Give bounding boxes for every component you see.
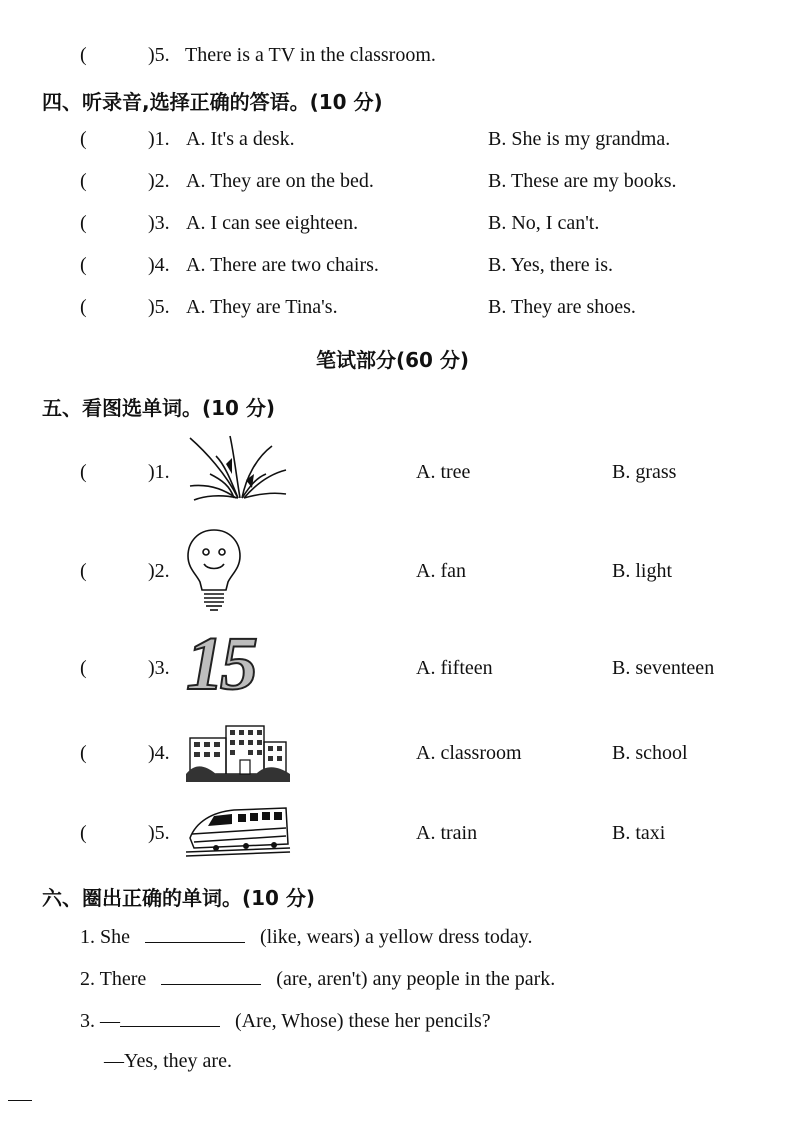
paren-open: ( [80,296,87,318]
question-3-answer: —Yes, they are. [104,1050,232,1072]
q1-prefix: 1. She [80,926,130,948]
item-number: )1. [148,461,170,483]
paren-open: ( [80,254,87,276]
option-a: A. They are Tina's. [186,296,338,318]
number-15-picture: 15 [186,622,254,706]
option-a: A. tree [416,461,471,483]
item-number: )4. [148,254,170,276]
paren-open: ( [80,128,87,150]
item-number: )2. [148,170,170,192]
option-b: B. She is my grandma. [488,128,671,150]
item-number: )3. [148,212,170,234]
question-1 [80,924,533,949]
option-b: B. grass [612,461,677,483]
answer-blank[interactable] [120,1008,220,1027]
option-b: B. They are shoes. [488,296,636,318]
item-text: There is a TV in the classroom. [185,44,436,66]
option-a: A. fan [416,560,466,582]
option-b: B. light [612,560,673,582]
option-b: B. taxi [612,822,666,844]
item-number: )5. [148,822,170,844]
option-b: B. seventeen [612,657,715,679]
item-number: )4. [148,742,170,764]
q2-suffix: any people in the park. [372,968,556,990]
q3-choices: (Are, Whose) [235,1010,344,1032]
paren-open: ( [80,212,87,234]
paren-open: ( [80,44,87,66]
q2-choices: (are, aren't) [276,968,368,990]
answer-blank[interactable] [161,966,261,985]
section6-title: 六、圈出正确的单词。(10 分) [42,886,316,910]
option-a: A. They are on the bed. [186,170,374,192]
section4-title: 四、听录音,选择正确的答语。(10 分) [42,90,383,114]
written-part-heading: 笔试部分(60 分) [316,348,470,372]
paren-open: ( [80,742,87,764]
option-b: B. Yes, there is. [488,254,614,276]
question-2 [80,966,555,991]
answer-blank[interactable] [145,924,245,943]
item-number: )2. [148,560,170,582]
train-icon [186,804,292,860]
question-3 [80,1008,491,1033]
option-a: A. It's a desk. [186,128,295,150]
option-a: A. There are two chairs. [186,254,379,276]
q2-prefix: 2. There [80,968,147,990]
option-a: A. classroom [416,742,522,764]
option-a: A. I can see eighteen. [186,212,359,234]
light-bulb-icon [186,528,242,614]
option-b: B. No, I can't. [488,212,600,234]
item-number: )5. [148,296,170,318]
item-number: )1. [148,128,170,150]
page-mark [8,1100,32,1101]
option-b: B. These are my books. [488,170,677,192]
q1-choices: (like, wears) [260,926,360,948]
q3-suffix: these her pencils? [348,1010,491,1032]
q3-prefix: 3. — [80,1010,120,1032]
paren-open: ( [80,170,87,192]
grass-icon [186,434,290,502]
paren-open: ( [80,560,87,582]
school-building-icon [186,722,290,782]
paren-open: ( [80,822,87,844]
option-a: A. train [416,822,478,844]
paren-open: ( [80,657,87,679]
paren-open: ( [80,461,87,483]
item-number: )5. [148,44,170,66]
item-number: )3. [148,657,170,679]
option-a: A. fifteen [416,657,493,679]
option-b: B. school [612,742,688,764]
section5-title: 五、看图选单词。(10 分) [42,396,276,420]
q1-suffix: a yellow dress today. [364,926,533,948]
